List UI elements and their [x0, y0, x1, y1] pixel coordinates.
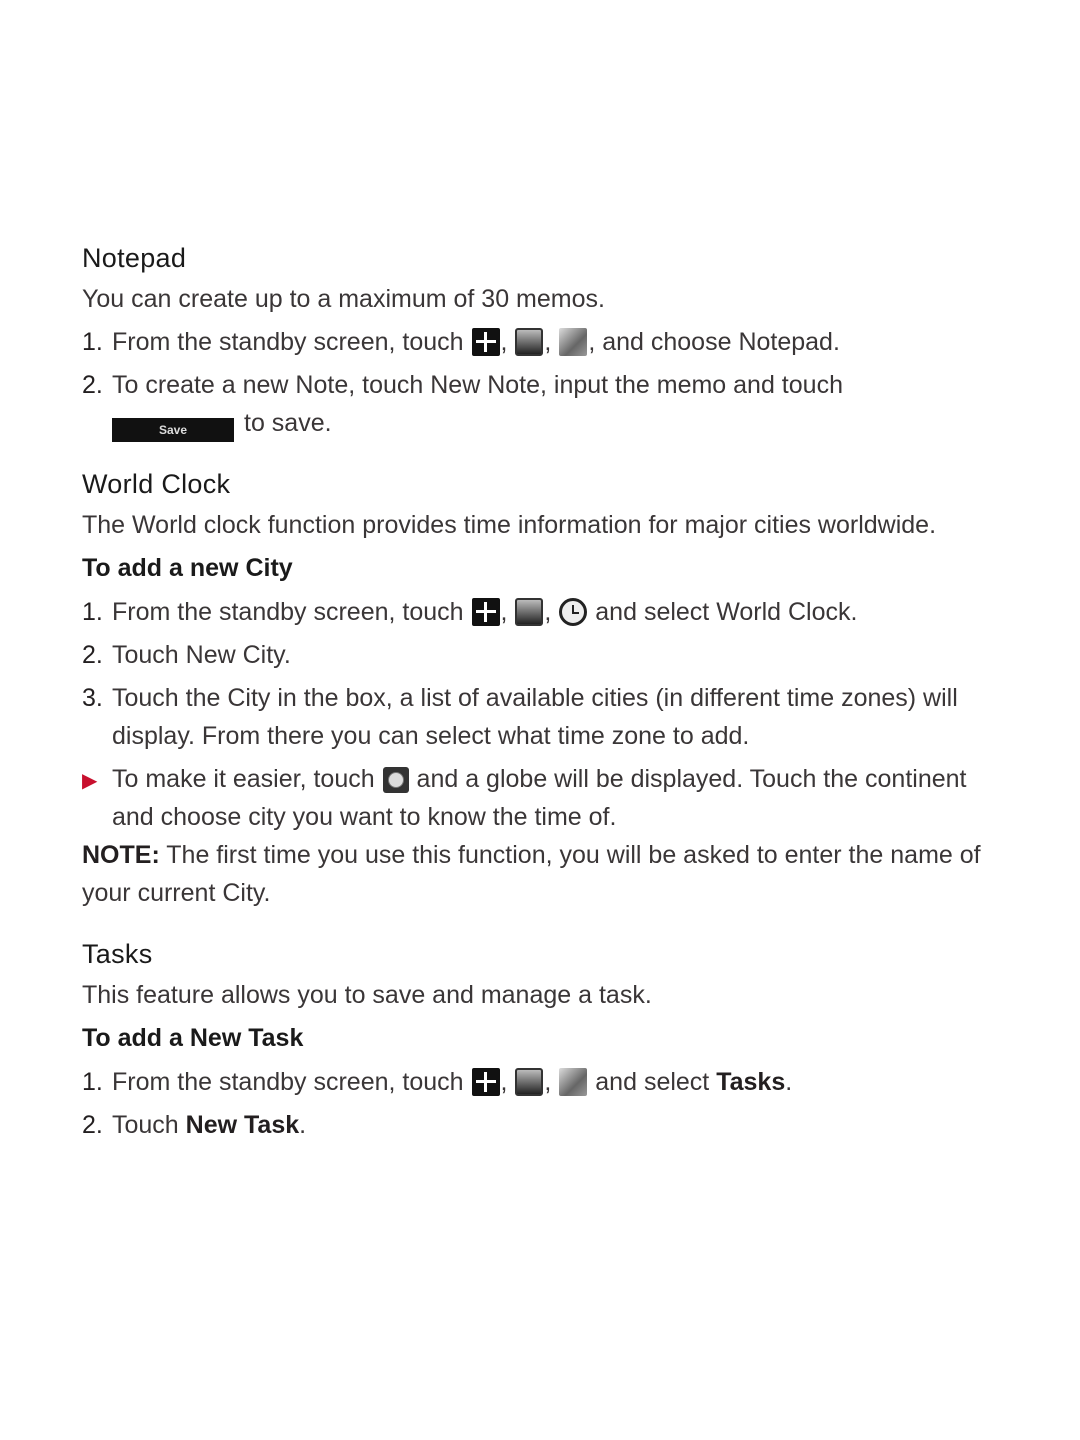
step-number: 1. [82, 328, 103, 356]
tasks-step-1: 1. From the standby screen, touch , , and select Tasks. [82, 1063, 982, 1101]
globe-icon [383, 767, 409, 793]
grid-icon [472, 598, 500, 626]
tasks-intro: This feature allows you to save and manage a task. [82, 981, 652, 1009]
world-clock-step-1: 1. From the standby screen, touch , , and select World Clock. [82, 593, 982, 631]
tasks-section [82, 932, 982, 1144]
step-number: 2. [82, 371, 103, 399]
world-clock-intro: The World clock function provides time information for major cities worldwide. [82, 511, 937, 539]
add-city-subheading: To add a new City [82, 554, 293, 582]
step-text: From the standby screen, touch [112, 598, 464, 626]
tasks-bold-label: Tasks [716, 1068, 786, 1096]
grid-icon [472, 1068, 500, 1096]
world-clock-step-2 [82, 636, 982, 674]
step-text-end: . [785, 1068, 793, 1096]
tip-text: To make it easier, touch [112, 765, 375, 793]
step-text-end: and select World Clock. [595, 598, 858, 626]
world-clock-heading: World Clock [82, 469, 231, 499]
tip-text-end: and a globe will be displayed. Touch the continent and choose city you want to know the time of. [112, 765, 967, 831]
new-task-bold-label: New Task [185, 1111, 300, 1139]
step-number: 2. [82, 641, 103, 669]
image-icon [559, 328, 587, 356]
notepad-heading: Notepad [82, 243, 187, 273]
step-text: To create a new Note, touch New Note, input the memo and touch [112, 371, 843, 399]
step-number: 1. [82, 1068, 103, 1096]
tasks-heading: Tasks [82, 939, 153, 969]
notepad-intro: You can create up to a maximum of 30 memos. [82, 285, 605, 313]
step-text: From the standby screen, touch [112, 1068, 464, 1096]
notepad-step-1: 1. From the standby screen, touch , , , and choose Notepad. [82, 323, 982, 361]
step-number: 3. [82, 684, 103, 712]
step-text-mid: and select [595, 1068, 710, 1096]
notepad-step-2 [82, 366, 982, 442]
arrow-right-icon: ▶ [82, 770, 98, 792]
step-text: Touch the City in the box, a list of available cities (in different time zones) will display. From there you can select what time zone to add. [112, 684, 958, 750]
step-text-end: to save. [244, 409, 332, 437]
world-clock-section [82, 462, 982, 912]
world-clock-step-3 [82, 679, 982, 755]
step-text: From the standby screen, touch [112, 328, 464, 356]
note-label: NOTE: [82, 841, 160, 869]
step-number: 1. [82, 598, 103, 626]
folder-icon [515, 328, 543, 356]
step-number: 2. [82, 1111, 103, 1139]
step-text: Touch New City. [112, 641, 291, 669]
grid-icon [472, 328, 500, 356]
folder-icon [515, 598, 543, 626]
step-text: Touch [112, 1111, 179, 1139]
notepad-section [82, 236, 982, 442]
image-icon [559, 1068, 587, 1096]
save-button: Save [112, 418, 234, 442]
add-task-subheading: To add a New Task [82, 1024, 304, 1052]
alarm-clock-icon [559, 598, 587, 626]
world-clock-tip [82, 760, 982, 836]
step-text-end: . [299, 1111, 307, 1139]
tasks-step-2 [82, 1106, 982, 1144]
world-clock-note [82, 836, 982, 912]
step-text-end: , and choose Notepad. [588, 328, 840, 356]
note-text: The first time you use this function, you will be asked to enter the name of your current City. [82, 841, 981, 907]
folder-icon [515, 1068, 543, 1096]
manual-page [82, 236, 982, 1144]
